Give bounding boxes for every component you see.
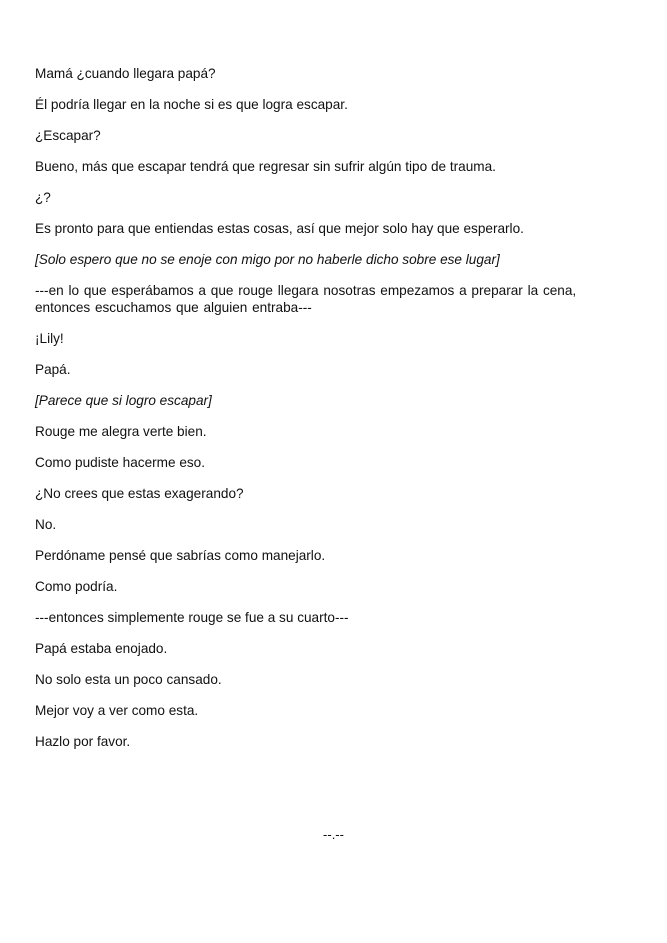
dialogue-line: No solo esta un poco cansado. — [35, 672, 222, 687]
dialogue-line: ¿No crees que estas exagerando? — [35, 486, 244, 501]
dialogue-line: Es pronto para que entiendas estas cosas, así que mejor solo hay que esperarlo. — [35, 221, 524, 236]
dialogue-line: No. — [35, 517, 57, 532]
dialogue-line: Como pudiste hacerme eso. — [35, 455, 206, 470]
dialogue-line: ¿? — [35, 190, 51, 205]
dialogue-line: ¿Escapar? — [35, 128, 101, 143]
dialogue-line: Perdóname pensé que sabrías como manejarlo. — [35, 548, 326, 563]
dialogue-line: Como podría. — [35, 579, 118, 594]
narration-line: ---entonces simplemente rouge se fue a su cuarto--- — [35, 610, 349, 625]
document-body — [35, 65, 620, 764]
narration-line: ---en lo que esperábamos a que rouge llegara nosotras empezamos a preparar la cena, entonces escuchamos que alguien entraba--- — [35, 283, 577, 315]
page-footer-separator: --.-- — [323, 827, 344, 842]
dialogue-line: Hazlo por favor. — [35, 734, 131, 749]
dialogue-line: Mejor voy a ver como esta. — [35, 703, 199, 718]
dialogue-line: Papá. — [35, 362, 71, 377]
thought-line: [Solo espero que no se enoje con migo por no haberle dicho sobre ese lugar] — [35, 252, 500, 267]
dialogue-line: Papá estaba enojado. — [35, 641, 168, 656]
thought-line: [Parece que si logro escapar] — [35, 393, 212, 408]
dialogue-line: ¡Lily! — [35, 331, 64, 346]
dialogue-line: Bueno, más que escapar tendrá que regresar sin sufrir algún tipo de trauma. — [35, 159, 496, 174]
dialogue-line: Él podría llegar en la noche si es que logra escapar. — [35, 97, 348, 112]
dialogue-line: Rouge me alegra verte bien. — [35, 424, 207, 439]
dialogue-line: Mamá ¿cuando llegara papá? — [35, 66, 216, 81]
